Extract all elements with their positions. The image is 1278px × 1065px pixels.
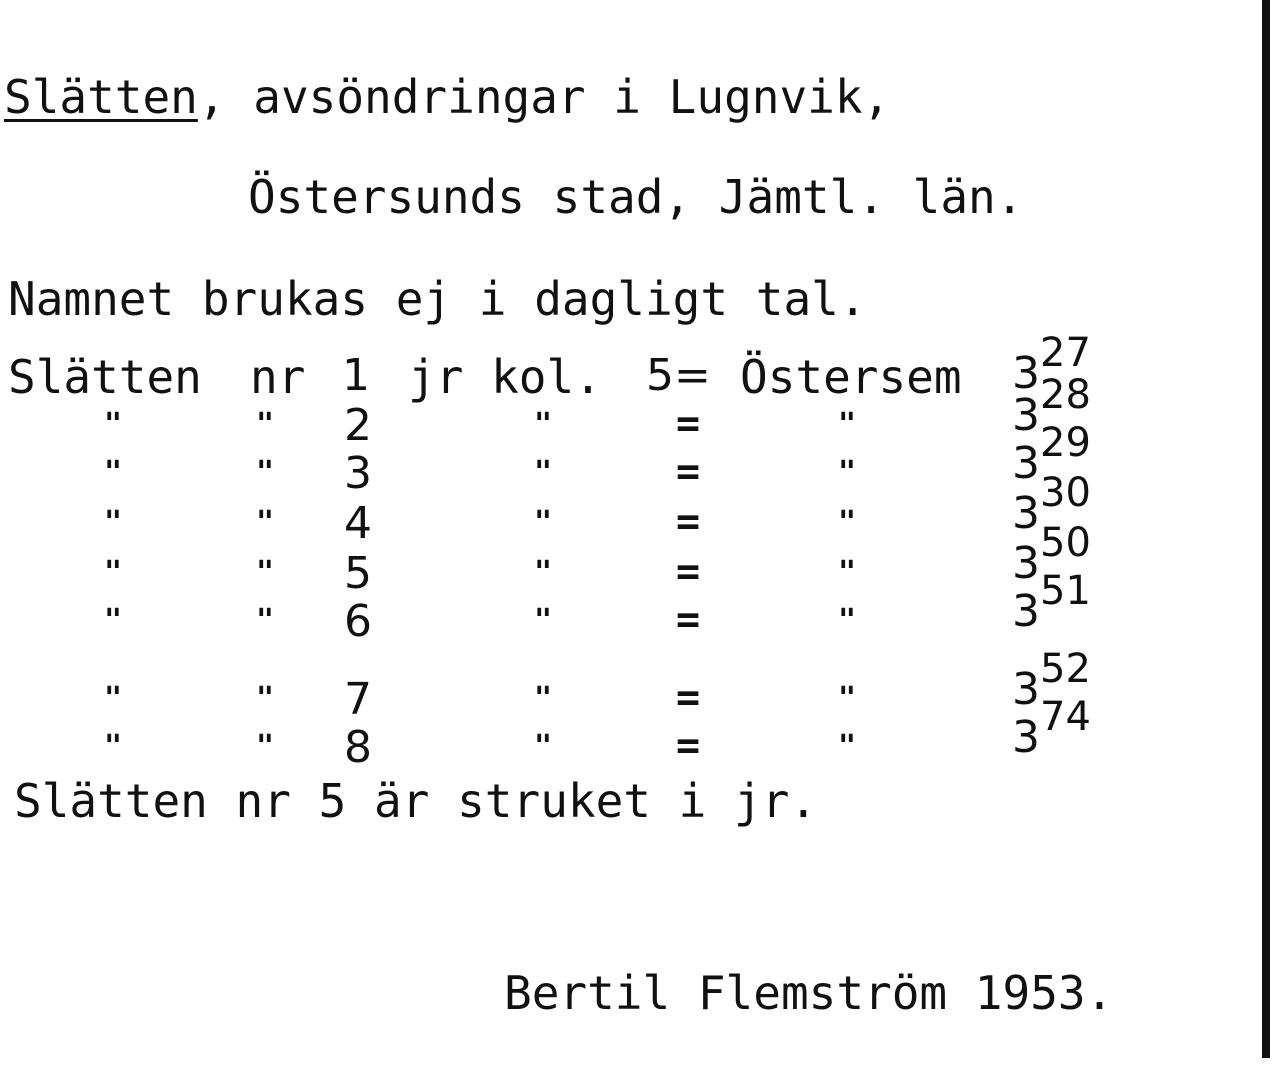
entry-jr: ": [534, 407, 553, 442]
entry-eq: =: [676, 675, 701, 721]
location-line: Östersunds stad, Jämtl. län.: [248, 170, 1024, 224]
entry-number: 4: [344, 498, 372, 549]
entry-nr-label: ": [256, 681, 275, 716]
entry-parish: ": [838, 505, 857, 540]
reference-superscript: 52: [1040, 646, 1091, 692]
entry-number: 5: [344, 548, 372, 599]
entry-nr-label: ": [256, 407, 275, 442]
reference-base: 3: [1012, 438, 1040, 489]
entry-eq: 5=: [646, 350, 711, 401]
reference-superscript: 30: [1040, 470, 1091, 516]
entry-nr-label: ": [256, 729, 275, 764]
reference-base: 3: [1012, 348, 1040, 399]
entry-eq: =: [676, 597, 701, 643]
entry-name: ": [104, 455, 123, 490]
reference-base: 3: [1012, 586, 1040, 637]
entry-jr: ": [534, 729, 553, 764]
entry-name: ": [104, 729, 123, 764]
entry-eq: =: [676, 549, 701, 595]
entry-parish: ": [838, 603, 857, 638]
entry-eq: =: [676, 499, 701, 545]
entry-nr-label: ": [256, 555, 275, 590]
reference-superscript: 29: [1040, 420, 1091, 466]
reference-base: 3: [1012, 712, 1040, 763]
signature: Bertil Flemström 1953.: [504, 966, 1114, 1020]
reference-base: 3: [1012, 390, 1040, 441]
entry-name: ": [104, 505, 123, 540]
heading-line: [4, 70, 891, 124]
reference-base: 3: [1012, 488, 1040, 539]
entry-eq: =: [676, 449, 701, 495]
entry-nr-label: nr: [250, 350, 306, 404]
entry-jr: ": [534, 455, 553, 490]
heading-rest: , avsöndringar i Lugnvik,: [197, 70, 891, 124]
reference-base: 3: [1012, 664, 1040, 715]
struck-note: Slätten nr 5 är struket i jr.: [14, 774, 818, 828]
entry-eq: =: [676, 401, 701, 447]
entry-number: 2: [344, 400, 372, 451]
usage-note: Namnet brukas ej i dagligt tal.: [8, 272, 867, 326]
entry-eq: =: [676, 723, 701, 769]
entry-parish: ": [838, 729, 857, 764]
place-name: Slätten: [4, 70, 198, 124]
entry-number: 3: [344, 448, 372, 499]
entry-number: 8: [344, 722, 372, 773]
entry-reference: [1012, 694, 1091, 763]
entry-jr: ": [534, 505, 553, 540]
entry-number: 6: [344, 596, 372, 647]
entry-nr-label: ": [256, 603, 275, 638]
reference-superscript: 51: [1040, 568, 1091, 614]
reference-superscript: 27: [1040, 330, 1091, 376]
reference-base: 3: [1012, 538, 1040, 589]
entry-jr: ": [534, 681, 553, 716]
entry-name: ": [104, 681, 123, 716]
reference-superscript: 50: [1040, 520, 1091, 566]
entry-reference: [1012, 568, 1091, 637]
entry-parish: ": [838, 455, 857, 490]
entry-name: Slätten: [8, 350, 202, 404]
entry-number: 7: [344, 674, 372, 725]
entry-parish: Östersem: [740, 350, 962, 404]
entry-jr: ": [534, 603, 553, 638]
entry-jr: ": [534, 555, 553, 590]
entry-parish: ": [838, 407, 857, 442]
entry-name: ": [104, 555, 123, 590]
entry-name: ": [104, 407, 123, 442]
entry-nr-label: ": [256, 455, 275, 490]
card-edge: [1262, 0, 1270, 1058]
entry-jr: jr kol.: [408, 350, 602, 404]
reference-superscript: 74: [1040, 694, 1091, 740]
entry-parish: ": [838, 681, 857, 716]
entry-nr-label: ": [256, 505, 275, 540]
entry-number: 1: [342, 350, 370, 401]
reference-superscript: 28: [1040, 372, 1091, 418]
entry-name: ": [104, 603, 123, 638]
entry-parish: ": [838, 555, 857, 590]
